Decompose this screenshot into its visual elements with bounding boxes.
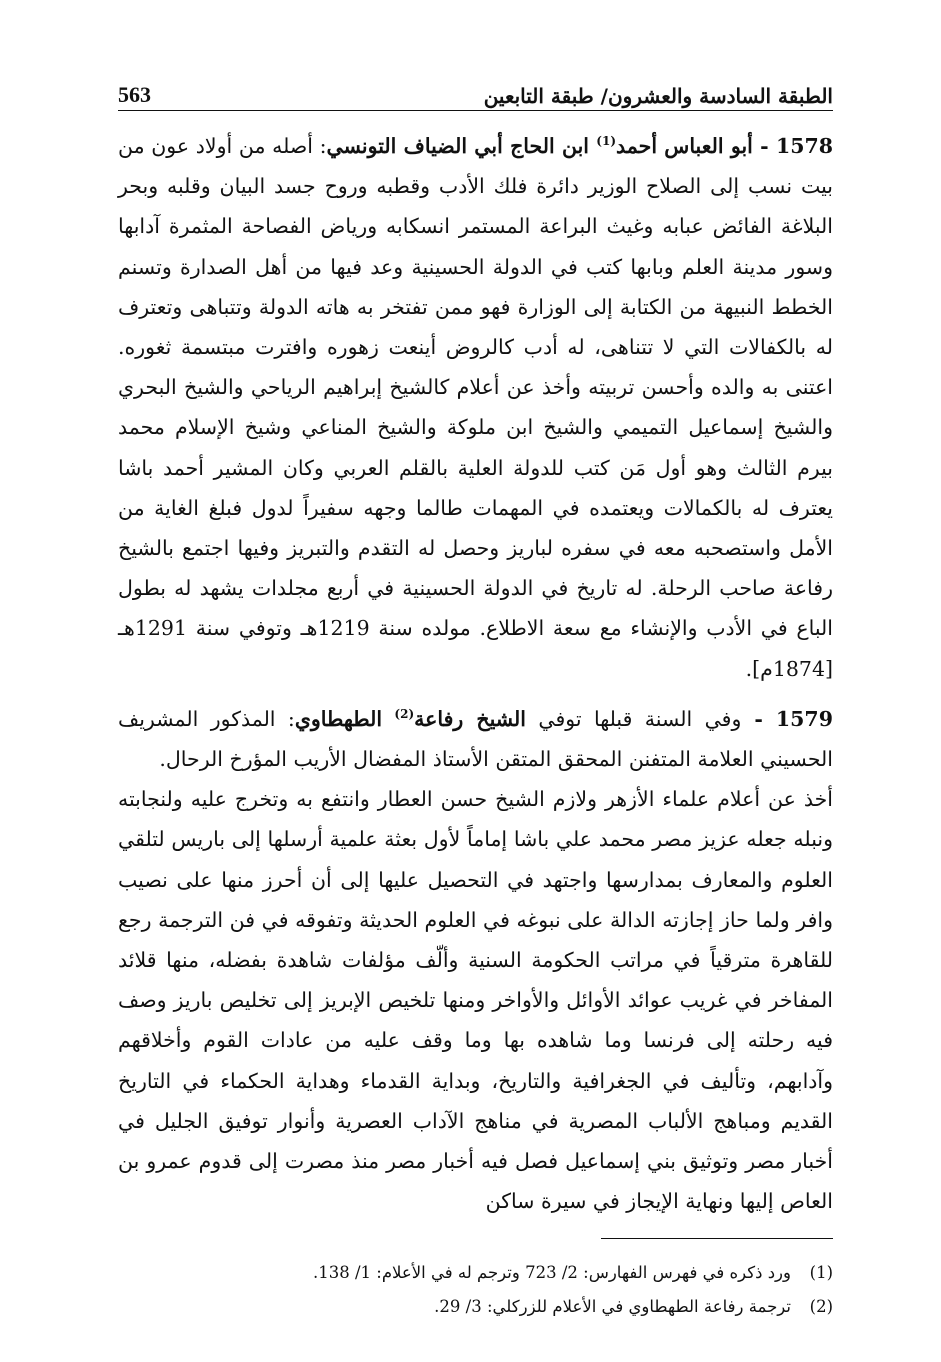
running-header (118, 74, 833, 108)
entry-1578: 1578 - أبو العباس أحمد$^{(1)}$ ابن الحاج أبي الضياف التونسي: أصله من أولاد عون من بيت نسب إلى الصلاح الوزير دائرة فلك الأدب وقطبه وروح جسد البيان وقلبه وبحر البلاغة الفائض عبابه وغيث البراعة المستمر انسكابه ورياض الفصاحة المثمرة آدابها وسور مدينة العلم وبابها كتب في الدولة الحسينية وعد فيها من أهل الصدارة وتسنم الخطط النبيهة من الكتابة إلى الوزارة فهو ممن تفتخر به هاته الدولة وتتباهى وتعترف له بالكفالات التي لا تتناهى، له أدب كالروض أينعت زهوره وافترت مبتسمة ثغوره. اعتنى به والده وأحسن تربيته وأخذ عن أعلام كالشيخ إبراهيم الرياحي والشيخ البحري والشيخ إسماعيل التميمي والشيخ ابن ملوكة والشيخ المناعي وشيخ الإسلام محمد بيرم الثالث وهو أول مَن كتب للدولة العلية بالقلم العربي وكان المشير أحمد باشا يعترف له بالكمالات ويعتمده في المهمات طالما وجهه سفيراً لدول فبلغ الغاية من الأمل واستصحبه معه في سفره لباريز وحصل له التقدم والتبريز وفيها اجتمع بالشيخ رفاعة صاحب الرحلة. له تاريخ في الدولة الحسينية في أربع مجلدات يشهد له بطول الباع في الأدب والإنشاء مع سعة الاطلاع. مولده سنة 1219هـ وتوفي سنة 1291هـ [1874م]. (118, 134, 833, 681)
main-text (118, 126, 833, 1221)
header-title: الطبقة السادسة والعشرون/ طبقة التابعين (483, 84, 833, 108)
footnotes (118, 1256, 833, 1324)
entry-intro: وفي السنة قبلها توفي (538, 706, 742, 731)
header-rule (118, 110, 833, 111)
entry-number: 1578 (775, 134, 833, 158)
entry-text: : المذكور المشريف الحسيني العلامة المتفنن المحقق المتقن الأستاذ المفضال الأريب المؤرخ الرحال. (118, 706, 833, 772)
entry-text: : أصله من أولاد عون من بيت نسب إلى الصلاح الوزير دائرة فلك الأدب وقطبه وروح جسد البيان وقلبه وبحر البلاغة الفائض عبابه وغيث البراعة المستمر انسكابه ورياض الفصاحة المثمرة آدابها وسور مدينة العلم وبابها كتب في الدولة الحسينية وعد فيها من أهل الصدارة وتسنم الخطط النبيهة من الكتابة إلى الوزارة فهو ممن تفتخر به هاته الدولة وتتباهى وتعترف له بالكفالات التي لا تتناهى، له أدب كالروض أينعت زهوره وافترت مبتسمة ثغوره. اعتنى به والده وأحسن تربيته وأخذ عن أعلام كالشيخ إبراهيم الرياحي والشيخ البحري والشيخ إسماعيل التميمي والشيخ ابن ملوكة والشيخ المناعي وشيخ الإسلام محمد بيرم الثالث وهو أول مَن كتب للدولة العلية بالقلم العربي وكان المشير أحمد باشا يعترف له بالكمالات ويعتمده في المهمات طالما وجهه سفيراً لدول فبلغ الغاية من الأمل واستصحبه معه في سفره لباريز وحصل له التقدم والتبريز وفيها اجتمع بالشيخ رفاعة صاحب الرحلة. له تاريخ في الدولة الحسينية في أربع مجلدات يشهد له بطول الباع في الأدب والإنشاء مع سعة الاطلاع. مولده سنة 1219هـ وتوفي سنة 1291هـ [1874م]. (118, 134, 833, 681)
footnote-item (118, 1256, 833, 1290)
footnote-text: ورد ذكره في فهرس الفهارس: 2/ 723 وترجم له في الأعلام: 1/ 138. (312, 1263, 791, 1282)
entry-name: أبو العباس أحمد (616, 134, 753, 158)
page-number: 563 (118, 82, 151, 107)
entry-name-continued: ابن الحاج أبي الضياف التونسي (326, 134, 590, 158)
entry-name-continued: الطهطاوي (294, 706, 383, 731)
footnote-ref: (1) (596, 134, 617, 149)
footnote-number: (2) (809, 1297, 833, 1316)
entry-name: الشيخ رفاعة (414, 706, 526, 731)
footnote-item (118, 1290, 833, 1324)
footnote-ref: (2) (394, 707, 415, 722)
footnote-number: (1) (809, 1263, 833, 1282)
footnote-rule (601, 1238, 833, 1239)
footnote-text: ترجمة رفاعة الطهطاوي في الأعلام للزركلي: 3/ 29. (434, 1297, 791, 1316)
entry-number: 1579 (775, 706, 833, 731)
entry-text-continued: أخذ عن أعلام علماء الأزهر ولازم الشيخ حسن العطار وانتفع به وتخرج عليه ولنجابته ونبله جعله عزيز مصر محمد علي باشا إماماً لأول بعثة علمية أرسلها إلى باريس لتلقي العلوم والمعارف بمدارسها واجتهد في التحصيل عليها إلى أن أحرز منها على نصيب وافر ولما حاز إجازته الدالة على نبوغه في العلوم الحديثة وتفوقه في فن الترجمة رجع للقاهرة مترقياً في مراتب الحكومة السنية وألّف مؤلفات شاهدة بفضله، منها قلائد المفاخر في غريب عوائد الأوائل والأواخر ومنها تلخيص الإبريز إلى تخليص باريز وصف فيه رحلته إلى فرنسا وما شاهده بها وما وقف عليه من عادات القوم وأخلاقهم وآدابهم، وتأليف في الجغرافية والتاريخ، وبداية القدماء وهداية الحكماء في التاريخ القديم ومباهج الألباب المصرية في مناهج الآداب العصرية وأنوار توفيق الجليل في أخبار مصر وتوثيق بني إسماعيل فصل فيه أخبار مصر منذ مصرت إلى قدوم عمرو بن العاص إليها ونهاية الإيجاز في سيرة ساكن (118, 787, 833, 1214)
entry-1579: 1579 - وفي السنة قبلها توفي الشيخ رفاعة$^{(2)}$ الطهطاوي: المذكور المشريف الحسيني العلامة المتفنن المحقق المتقن الأستاذ المفضال الأريب المؤرخ الرحال. أخذ عن أعلام علماء الأزهر ولازم الشيخ حسن العطار وانتفع به وتخرج عليه ولنجابته ونبله جعله عزيز مصر محمد علي باشا إماماً لأول بعثة علمية أرسلها إلى باريس لتلقي العلوم والمعارف بمدارسها واجتهد في التحصيل عليها إلى أن أحرز منها على نصيب وافر ولما حاز إجازته الدالة على نبوغه في العلوم الحديثة وتفوقه في فن الترجمة رجع للقاهرة مترقياً في مراتب الحكومة السنية وألّف مؤلفات شاهدة بفضله، منها قلائد المفاخر في غريب عوائد الأوائل والأواخر ومنها تلخيص الإبريز إلى تخليص باريز وصف فيه رحلته إلى فرنسا وما شاهده بها وما وقف عليه من عادات القوم وأخلاقهم وآدابهم، وتأليف في الجغرافية والتاريخ، وبداية القدماء وهداية الحكماء في التاريخ القديم ومباهج الألباب المصرية في مناهج الآداب العصرية وأنوار توفيق الجليل في أخبار مصر وتوثيق بني إسماعيل فصل فيه أخبار مصر منذ مصرت إلى قدوم عمرو بن العاص إليها ونهاية الإيجاز في سيرة ساكن (118, 699, 833, 1222)
